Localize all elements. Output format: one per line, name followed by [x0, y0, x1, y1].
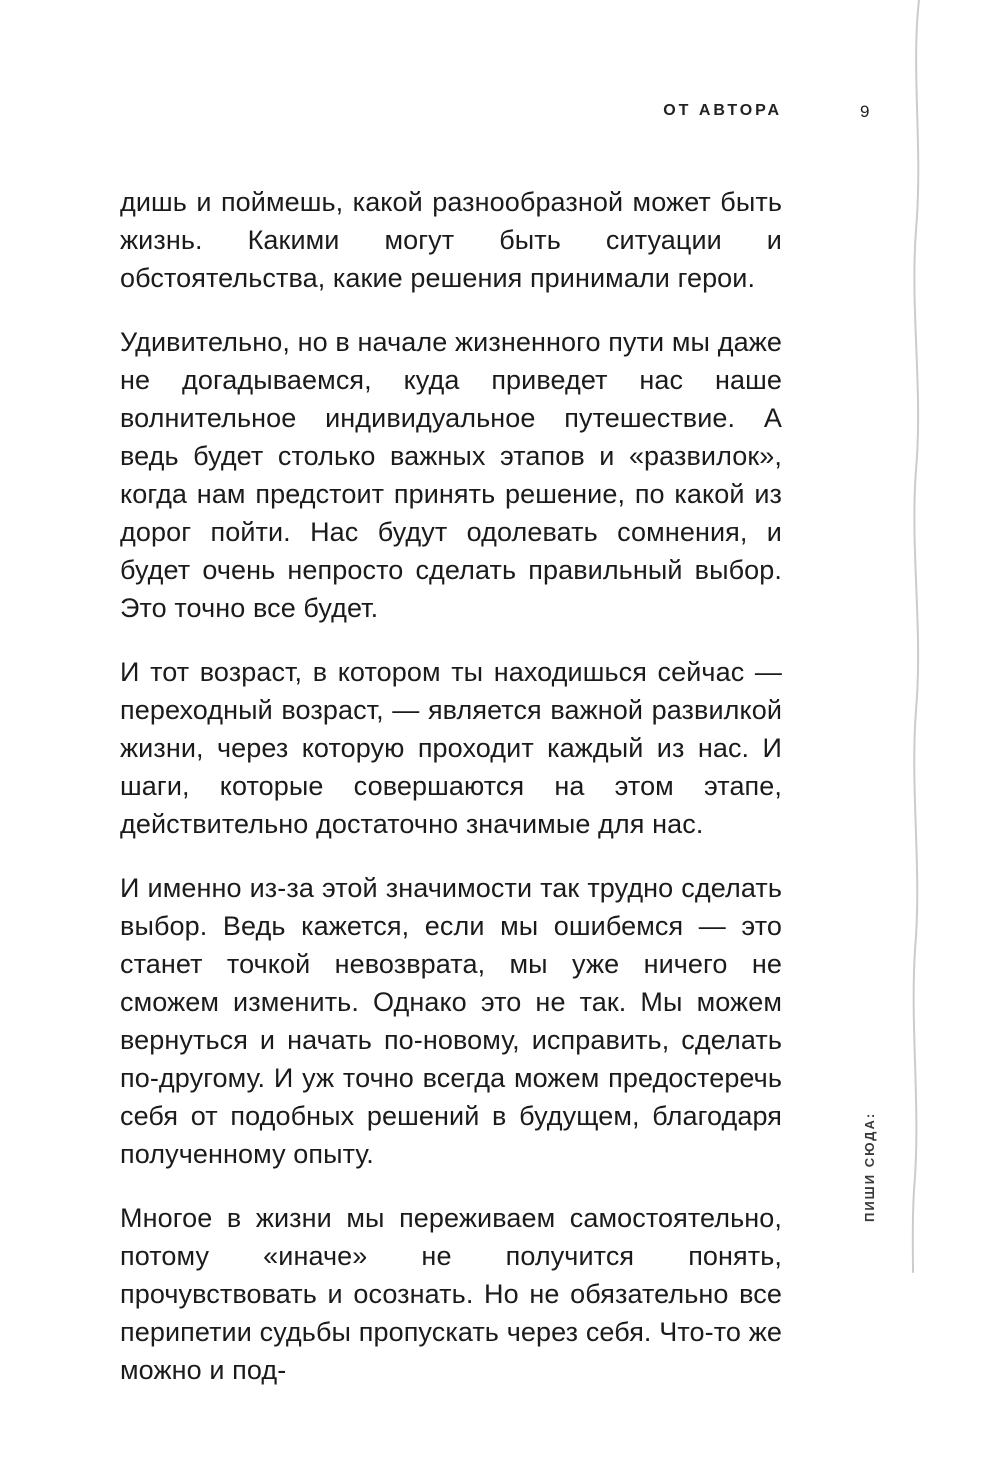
paragraph-2: Удивительно, но в начале жизненного пути мы даже не догадываемся, куда приведет нас наше волнительное индивидуальное путешествие. А ведь будет столько важных этапов и «развилок», когда нам предстоит принять решение, по какой из дорог пойти. Нас будут одолевать сомнения, и будет очень непросто сделать правильный выбор. Это точно все будет. [120, 327, 782, 623]
paragraph-5: Многое в жизни мы переживаем самостоятельно, потому «иначе» не получится понять, прочувствовать и осознать. Но не обязательно все перипетии судьбы пропускать через себя. Что-то же можно и под- [120, 1203, 782, 1385]
paragraph-4: И именно из-за этой значимости так трудно сделать выбор. Ведь кажется, если мы ошибемся — это станет точкой невозврата, мы уже ничего не сможем изменить. Однако это не так. Мы можем вернуться и начать по-новому, исправить, сделать по-другому. И уж точно всегда можем предостеречь себя от подобных решений в будущем, благодаря полученному опыту. [120, 873, 782, 1169]
body-text-block [120, 183, 782, 1389]
paragraph-3: И тот возраст, в котором ты находишься сейчас — переходный возраст, — является важной развилкой жизни, через которую проходит каждый из нас. И шаги, которые совершаются на этом этапе, действительно достаточно значимые для нас. [120, 657, 782, 839]
margin-write-here-label: ПИШИ СЮДА: [862, 1111, 877, 1222]
page-edge-wavy-line [895, 0, 939, 1275]
paragraph-1: дишь и поймешь, какой разнообразной может быть жизнь. Какими могут быть ситуации и обстоятельства, какие решения принимали герои. [120, 187, 782, 293]
page-number: 9 [860, 102, 870, 121]
running-header-title: ОТ АВТОРА [663, 102, 782, 119]
